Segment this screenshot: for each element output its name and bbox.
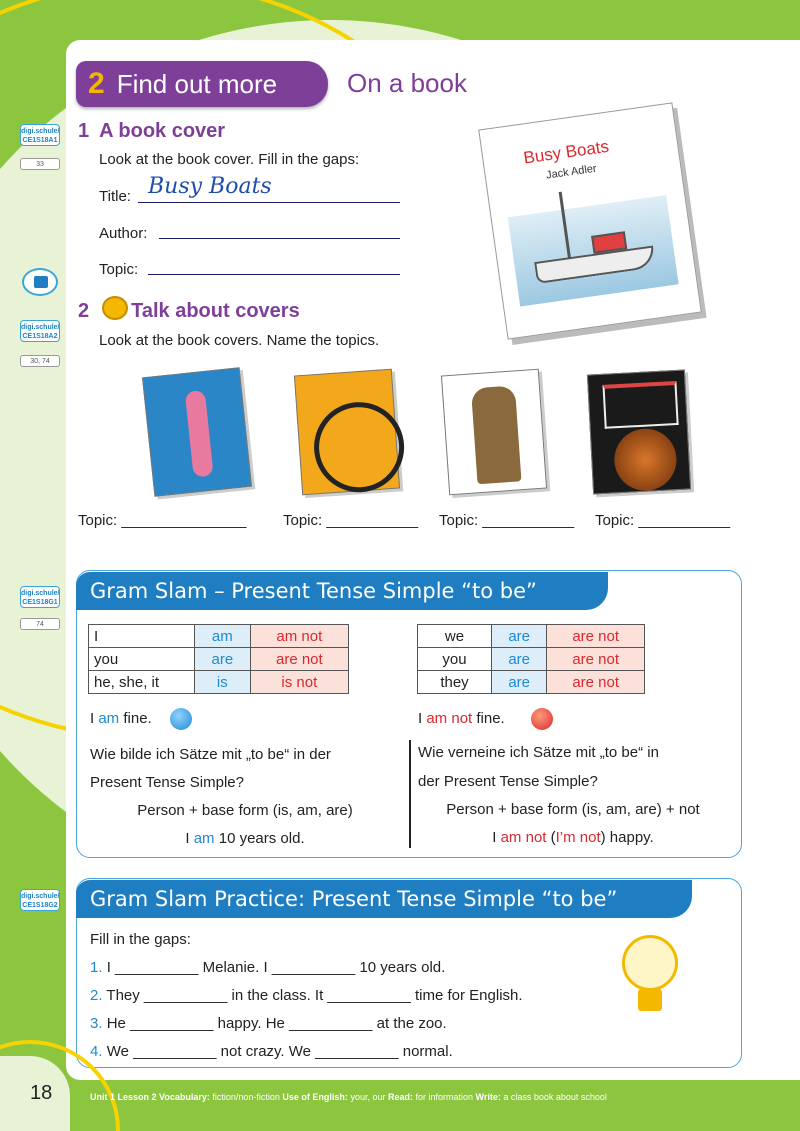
practice-item[interactable] — [90, 987, 523, 1004]
author-label: Author: — [99, 225, 148, 242]
basketball — [613, 427, 678, 492]
item-text: He __________ happy. He __________ at the zoo. — [106, 1015, 447, 1032]
dancer-figure — [185, 390, 214, 478]
practice-item[interactable] — [90, 1015, 447, 1032]
example-part: fine. — [119, 710, 152, 727]
author-answer-line[interactable] — [159, 238, 400, 239]
digi-link-a2[interactable]: digi.schule/ CE1S18A2 — [20, 320, 60, 342]
sad-face-icon — [531, 708, 553, 730]
section-subtitle: On a book — [347, 68, 467, 98]
book-cover-image — [478, 102, 702, 339]
video-bubble-icon[interactable] — [22, 268, 58, 296]
footer-value: your, our — [347, 1092, 388, 1102]
rule-question-left-2: Present Tense Simple? — [90, 774, 244, 791]
table-row — [418, 648, 645, 671]
footer-bar — [0, 1080, 800, 1131]
table-row — [418, 625, 645, 648]
book-author: Jack Adler — [545, 162, 598, 182]
table-cell: are not — [547, 671, 645, 694]
digi-link-g2[interactable]: digi.schule/ CE1S18G2 — [20, 889, 60, 911]
table-cell: are — [492, 671, 547, 694]
rule-formula-left: Person + base form (is, am, are) — [137, 802, 353, 819]
table-cell: are not — [547, 625, 645, 648]
rule-example-right — [418, 829, 728, 846]
positive-example — [90, 710, 152, 727]
example-part: ) happy. — [600, 829, 654, 846]
exercise-2-title: Talk about covers — [131, 300, 300, 322]
page-ref-a1: 33 — [20, 158, 60, 170]
to-be-table-plural — [417, 624, 645, 694]
column-divider — [409, 740, 411, 848]
item-number: 1. — [90, 959, 103, 976]
table-row — [89, 648, 349, 671]
table-cell: he, she, it — [89, 671, 195, 694]
footer-label: Unit 1 Lesson 2 Vocabulary: — [90, 1092, 210, 1102]
table-cell: are — [195, 648, 251, 671]
example-part: ( — [546, 829, 556, 846]
table-cell: are not — [547, 648, 645, 671]
table-cell: is not — [250, 671, 348, 694]
footer-text — [90, 1092, 607, 1102]
cover-bicycle-image — [294, 369, 400, 496]
example-verb: am — [98, 710, 120, 727]
rule-question-right-1: Wie verneine ich Sätze mit „to be“ in — [418, 744, 659, 761]
title-answer-line[interactable] — [138, 202, 400, 203]
topic-gap-4[interactable]: Topic: ___________ — [595, 512, 731, 529]
footer-value: fiction/non-fiction — [209, 1092, 283, 1102]
table-row — [418, 671, 645, 694]
example-verb: am — [193, 830, 215, 847]
digi-link-a1[interactable]: digi.schule/ CE1S18A1 — [20, 124, 60, 146]
example-verb: am not — [500, 829, 547, 846]
page-number: 18 — [30, 1082, 53, 1104]
table-cell: am — [195, 625, 251, 648]
footer-label: Read: — [387, 1092, 413, 1102]
page-ref-g1: 74 — [20, 618, 60, 630]
example-verb: am not — [426, 710, 473, 727]
bulb-glass — [622, 935, 678, 991]
item-text: They __________ in the class. It __________ time for English. — [106, 987, 523, 1004]
practice-instruction: Fill in the gaps: — [90, 931, 191, 948]
example-verb: I’m not — [555, 829, 601, 846]
digi-link-g1[interactable]: digi.schule/ CE1S18G1 — [20, 586, 60, 608]
grammar-title: Gram Slam – Present Tense Simple “to be” — [76, 572, 608, 610]
topic-answer-line[interactable] — [148, 274, 400, 275]
practice-item[interactable] — [90, 959, 445, 976]
book-title: Busy Boats — [522, 136, 611, 168]
item-number: 3. — [90, 1015, 103, 1032]
rule-question-left-1: Wie bilde ich Sätze mit „to be“ in der — [90, 746, 331, 763]
example-part: I — [185, 830, 194, 847]
exercise-2-number: 2 — [78, 300, 90, 322]
example-part: I — [492, 829, 501, 846]
topic-label: Topic: — [99, 261, 139, 278]
happy-face-icon — [170, 708, 192, 730]
topic-gap-3[interactable]: Topic: ___________ — [439, 512, 575, 529]
table-cell: I — [89, 625, 195, 648]
table-cell: are — [492, 625, 547, 648]
bicycle-wheel — [311, 399, 407, 495]
negative-example — [418, 710, 505, 727]
example-part: I — [90, 710, 99, 727]
example-part: I — [418, 710, 427, 727]
practice-title: Gram Slam Practice: Present Tense Simple “to be” — [76, 880, 692, 918]
footer-label: Write: — [475, 1092, 501, 1102]
rule-formula-right: Person + base form (is, am, are) + not — [446, 801, 700, 818]
footer-value: for information — [412, 1092, 476, 1102]
exercise-1-number: 1 — [78, 120, 90, 142]
section-number: 2 — [88, 67, 105, 100]
exercise-1-heading — [78, 120, 225, 143]
cover-dancer-image — [142, 367, 252, 497]
lightbulb-icon — [622, 935, 678, 1013]
title-answer: Busy Boats — [148, 174, 272, 199]
table-cell: you — [418, 648, 492, 671]
table-cell: is — [195, 671, 251, 694]
item-text: We __________ not crazy. We __________ normal. — [106, 1043, 453, 1060]
example-part: 10 years old. — [214, 830, 305, 847]
section-banner — [76, 61, 328, 107]
practice-item[interactable] — [90, 1043, 453, 1060]
title-label: Title: — [99, 188, 131, 205]
footer-label: Use of English: — [282, 1092, 348, 1102]
cover-basketball-image — [587, 370, 691, 495]
item-text: I __________ Melanie. I __________ 10 years old. — [106, 959, 446, 976]
table-cell: we — [418, 625, 492, 648]
section-title: Find out more — [116, 68, 278, 99]
bulb-base — [638, 989, 662, 1011]
table-cell: am not — [250, 625, 348, 648]
example-part: fine. — [472, 710, 505, 727]
play-icon — [34, 276, 48, 288]
bear-figure — [471, 385, 522, 484]
topic-gap-1[interactable]: Topic: _______________ — [78, 512, 247, 529]
item-number: 2. — [90, 987, 103, 1004]
page-ref-a2: 30, 74 — [20, 355, 60, 367]
table-row — [89, 671, 349, 694]
cover-bear-image — [441, 369, 547, 496]
table-cell: are — [492, 648, 547, 671]
exercise-1-instruction: Look at the book cover. Fill in the gaps: — [99, 151, 360, 168]
rule-question-right-2: der Present Tense Simple? — [418, 773, 598, 790]
footer-value: a class book about school — [500, 1092, 607, 1102]
exercise-1-title: A book cover — [99, 120, 226, 142]
basket-net — [602, 381, 678, 429]
speech-bubbles-icon — [102, 296, 128, 320]
topic-gap-2[interactable]: Topic: ___________ — [283, 512, 419, 529]
table-cell: they — [418, 671, 492, 694]
item-number: 4. — [90, 1043, 103, 1060]
table-cell: you — [89, 648, 195, 671]
exercise-2-instruction: Look at the book covers. Name the topics. — [99, 332, 380, 349]
rule-example-left — [90, 830, 400, 847]
table-row — [89, 625, 349, 648]
table-cell: are not — [250, 648, 348, 671]
to-be-table-singular — [88, 624, 349, 694]
